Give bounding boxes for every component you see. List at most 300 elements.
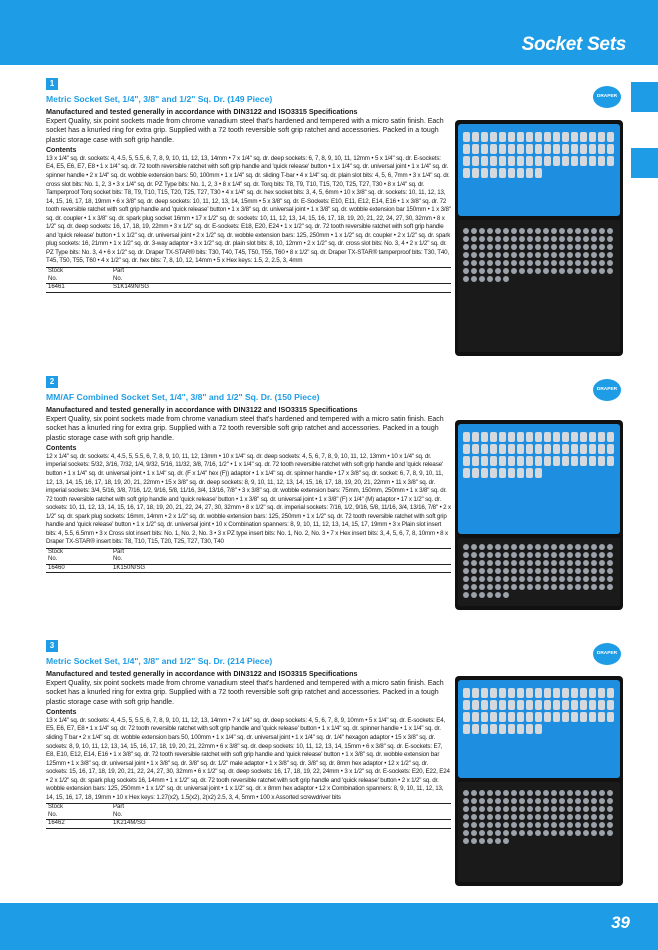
socket-icon	[503, 838, 509, 844]
socket-icon	[599, 576, 605, 582]
socket-icon	[527, 260, 533, 266]
socket-icon	[575, 568, 581, 574]
socket-icon	[583, 584, 589, 590]
contents-list: 12 x 1/4" sq. dr. sockets: 4, 4.5, 5, 5.5, 6, 7, 8, 9, 10, 11, 12, 13mm • 10 x 1/4" sq. dr. deep sockets: 4, 5, 6, 7, 8, 9, 10, 11, 12, 13mm • 10 x 1/4" sq. dr. imperial sockets: 5/32, 3/16, 7/32, 1/4, 9/32, 5/16, 11/32, 3/8, 7/16, 1/2" • 1 x 1/4" sq. dr. 72 tooth reversible ratchet with soft grip handle and 'quick release' button • 1 x 1/4" sq. dr. universal joint • 1 x 1/4" sq. dr. (F x 1/4" hex (F)) adaptor • 1 x 1/4" sq. dr. spinner handle • 17 x 3/8" sq. dr. socket: 6, 7, 8, 9, 10, 11, 12, 13, 14, 15, 16, 17, 18, 19, 20, 21, 22mm • 15 x 3/8" sq. dr. deep sockets: 8, 9, 10, 11, 12, 13, 14, 15, 16, 17, 18, 19, 20, 21, 22mm • 11 x 3/8" sq. dr. imperial sockets: 3/4, 5/16, 3/8, 7/16, 1/2, 9/16, 5/8, 11/16, 3/4, 13/16, 7/8" • 3 x 3/8" sq. dr. wobble extension bars: 75mm, 150mm, 250mm • 1 x 3/8" sq. dr. 72 tooth reversible ratchet with soft grip handle and 'quick release' button • 1 x 3/8" sq. dr. universal joint • 1 x 3/8" (F) x 1/4" (M) adaptor • 17 x 1/2" sq. dr. sockets: 10, 11, 12, 13, 14, 15, 16, 17, 18, 19, 20, 21, 22, 24, 27, 30, 32mm • 8 x 1/2" sq. dr. imperial sockets: 7/16, 1/2, 9/16, 5/8, 11/16, 3/4, 13/16, 7/8" • 2 x 1/2" sq. dr. spark plug sockets: 16mm, 14mm • 2 x 1/2" sq. dr. wobble extension bars: 125, 250mm • 1 x 1/2" sq. dr. 72 tooth reversible ratchet with soft grip handle and 'quick release' button • 1 x 1/2" sq. dr. universal joint • 10 x Combination spanners: 8, 9, 10, 11, 12, 13, 14, 15, 17, 19mm • 3 x Plain slot insert bits: 4, 5.5, 6.5mm • 3 x Cross slot insert bits: No. 1, No. 2, No. 3 • 3 x PZ type insert bits: No. 1, No. 2, No. 3 • 7 x Hex insert bits: 3, 4, 5, 6, 7, 8, 10mm • 8 x Draper TX-STAR® insert bits: T8, T10, T15, T20, T25, T27, T30, T40	[46, 452, 451, 546]
socket-icon	[591, 260, 597, 266]
socket-icon	[543, 228, 549, 234]
socket-icon	[503, 806, 509, 812]
socket-icon	[562, 688, 569, 698]
socket-icon	[495, 260, 501, 266]
product-section-1	[46, 78, 451, 293]
socket-icon	[575, 228, 581, 234]
socket-icon	[535, 560, 541, 566]
socket-icon	[580, 688, 587, 698]
socket-icon	[495, 798, 501, 804]
socket-icon	[553, 688, 560, 698]
socket-icon	[591, 228, 597, 234]
socket-icon	[503, 252, 509, 258]
socket-icon	[463, 814, 469, 820]
socket-icon	[607, 790, 613, 796]
socket-icon	[607, 144, 614, 154]
socket-icon	[463, 144, 470, 154]
socket-icon	[543, 260, 549, 266]
socket-icon	[472, 144, 479, 154]
socket-icon	[527, 244, 533, 250]
stock-table	[46, 803, 451, 829]
socket-icon	[571, 432, 578, 442]
socket-icon	[479, 260, 485, 266]
socket-icon	[511, 260, 517, 266]
socket-icon	[551, 584, 557, 590]
socket-icon	[463, 592, 469, 598]
socket-icon	[575, 790, 581, 796]
socket-icon	[591, 236, 597, 242]
socket-icon	[487, 592, 493, 598]
socket-icon	[535, 268, 541, 274]
socket-icon	[559, 236, 565, 242]
socket-icon	[535, 584, 541, 590]
socket-icon	[571, 456, 578, 466]
socket-icon	[526, 444, 533, 454]
socket-icon	[575, 814, 581, 820]
socket-icon	[589, 444, 596, 454]
socket-icon	[543, 790, 549, 796]
socket-icon	[607, 822, 613, 828]
socket-icon	[589, 712, 596, 722]
socket-icon	[567, 552, 573, 558]
socket-icon	[479, 814, 485, 820]
socket-icon	[463, 838, 469, 844]
socket-icon	[519, 822, 525, 828]
socket-icon	[591, 544, 597, 550]
socket-icon	[527, 790, 533, 796]
socket-icon	[567, 806, 573, 812]
product-image-case	[455, 420, 623, 610]
socket-icon	[562, 700, 569, 710]
socket-icon	[544, 156, 551, 166]
socket-icon	[479, 568, 485, 574]
socket-icon	[490, 468, 497, 478]
socket-icon	[463, 830, 469, 836]
socket-icon	[527, 552, 533, 558]
product-title: MM/AF Combined Socket Set, 1/4", 3/8" and 1/2" Sq. Dr. (150 Piece)	[46, 392, 320, 402]
socket-icon	[589, 132, 596, 142]
socket-icon	[559, 584, 565, 590]
socket-icon	[508, 432, 515, 442]
socket-icon	[575, 552, 581, 558]
socket-icon	[519, 568, 525, 574]
socket-icon	[463, 156, 470, 166]
socket-icon	[527, 806, 533, 812]
socket-icon	[535, 252, 541, 258]
socket-icon	[553, 432, 560, 442]
socket-icon	[553, 132, 560, 142]
socket-icon	[463, 552, 469, 558]
socket-row	[463, 688, 615, 734]
socket-icon	[580, 432, 587, 442]
socket-icon	[583, 798, 589, 804]
socket-icon	[463, 132, 470, 142]
socket-icon	[511, 830, 517, 836]
socket-icon	[575, 830, 581, 836]
socket-icon	[490, 168, 497, 178]
socket-icon	[503, 552, 509, 558]
socket-icon	[526, 688, 533, 698]
socket-icon	[471, 552, 477, 558]
socket-icon	[517, 168, 524, 178]
socket-icon	[519, 544, 525, 550]
socket-icon	[580, 700, 587, 710]
socket-icon	[479, 584, 485, 590]
socket-icon	[463, 798, 469, 804]
socket-icon	[511, 806, 517, 812]
socket-icon	[535, 468, 542, 478]
socket-icon	[575, 252, 581, 258]
socket-icon	[499, 156, 506, 166]
socket-icon	[535, 168, 542, 178]
socket-icon	[495, 276, 501, 282]
socket-icon	[589, 700, 596, 710]
socket-icon	[575, 236, 581, 242]
socket-icon	[479, 560, 485, 566]
socket-icon	[526, 156, 533, 166]
socket-icon	[487, 584, 493, 590]
socket-icon	[527, 268, 533, 274]
page-number: 39	[611, 913, 630, 932]
socket-icon	[543, 576, 549, 582]
socket-icon	[463, 432, 470, 442]
socket-icon	[463, 456, 470, 466]
socket-icon	[479, 592, 485, 598]
socket-icon	[503, 576, 509, 582]
socket-icon	[495, 814, 501, 820]
socket-icon	[551, 260, 557, 266]
socket-icon	[591, 814, 597, 820]
socket-icon	[495, 252, 501, 258]
socket-icon	[463, 276, 469, 282]
part-no: 1K214M/SG	[111, 820, 451, 829]
socket-icon	[479, 228, 485, 234]
socket-icon	[519, 228, 525, 234]
socket-icon	[463, 544, 469, 550]
socket-icon	[551, 568, 557, 574]
socket-icon	[503, 276, 509, 282]
socket-icon	[487, 544, 493, 550]
socket-icon	[598, 132, 605, 142]
socket-icon	[543, 822, 549, 828]
socket-icon	[562, 456, 569, 466]
socket-icon	[511, 560, 517, 566]
socket-icon	[517, 432, 524, 442]
socket-icon	[487, 276, 493, 282]
socket-icon	[499, 444, 506, 454]
socket-icon	[526, 144, 533, 154]
socket-icon	[598, 456, 605, 466]
socket-icon	[575, 798, 581, 804]
socket-icon	[527, 584, 533, 590]
socket-icon	[535, 830, 541, 836]
socket-icon	[562, 432, 569, 442]
socket-icon	[553, 444, 560, 454]
socket-icon	[487, 244, 493, 250]
socket-row	[463, 790, 615, 844]
side-tab	[631, 82, 658, 112]
socket-icon	[599, 544, 605, 550]
socket-icon	[527, 252, 533, 258]
socket-icon	[543, 814, 549, 820]
socket-icon	[471, 576, 477, 582]
socket-icon	[526, 432, 533, 442]
socket-icon	[591, 830, 597, 836]
socket-icon	[471, 790, 477, 796]
socket-icon	[463, 444, 470, 454]
socket-icon	[607, 568, 613, 574]
socket-icon	[551, 552, 557, 558]
socket-icon	[607, 712, 614, 722]
socket-icon	[544, 712, 551, 722]
socket-icon	[575, 576, 581, 582]
socket-icon	[598, 144, 605, 154]
socket-icon	[519, 798, 525, 804]
socket-icon	[567, 568, 573, 574]
socket-icon	[591, 822, 597, 828]
socket-icon	[519, 830, 525, 836]
socket-icon	[503, 568, 509, 574]
socket-icon	[535, 144, 542, 154]
socket-icon	[543, 552, 549, 558]
socket-icon	[517, 724, 524, 734]
socket-icon	[559, 790, 565, 796]
socket-icon	[479, 244, 485, 250]
socket-icon	[495, 830, 501, 836]
socket-icon	[519, 806, 525, 812]
socket-icon	[567, 236, 573, 242]
draper-logo: DRAPER	[593, 379, 621, 401]
socket-icon	[591, 244, 597, 250]
socket-icon	[527, 560, 533, 566]
socket-icon	[519, 260, 525, 266]
header-bar	[0, 0, 658, 65]
socket-icon	[543, 584, 549, 590]
socket-icon	[472, 132, 479, 142]
socket-icon	[499, 468, 506, 478]
socket-icon	[499, 700, 506, 710]
socket-icon	[575, 822, 581, 828]
socket-icon	[463, 244, 469, 250]
socket-icon	[583, 260, 589, 266]
stock-no: 16460	[46, 564, 111, 573]
socket-icon	[607, 544, 613, 550]
socket-icon	[562, 144, 569, 154]
draper-logo: DRAPER	[593, 643, 621, 665]
socket-icon	[562, 156, 569, 166]
socket-icon	[567, 268, 573, 274]
socket-icon	[591, 268, 597, 274]
socket-icon	[535, 456, 542, 466]
socket-icon	[559, 830, 565, 836]
socket-icon	[463, 584, 469, 590]
socket-icon	[535, 156, 542, 166]
socket-icon	[503, 790, 509, 796]
socket-icon	[463, 168, 470, 178]
socket-icon	[481, 456, 488, 466]
socket-icon	[472, 432, 479, 442]
socket-icon	[526, 168, 533, 178]
socket-icon	[519, 268, 525, 274]
socket-icon	[511, 268, 517, 274]
socket-icon	[598, 156, 605, 166]
product-title: Metric Socket Set, 1/4", 3/8" and 1/2" Sq. Dr. (149 Piece)	[46, 94, 273, 104]
socket-icon	[575, 268, 581, 274]
socket-icon	[559, 806, 565, 812]
socket-icon	[583, 244, 589, 250]
socket-icon	[544, 456, 551, 466]
product-description: Expert Quality, six point sockets made from chrome vanadium steel that's hardened and tempered with a micro satin finish. Each socket has a knurled ring for extra grip. Supplied with a 72 tooth reversible soft grip ratchet and accessories. Packed in a tough plastic storage case with soft grip handle.	[46, 416, 444, 442]
socket-icon	[607, 268, 613, 274]
socket-icon	[526, 724, 533, 734]
socket-icon	[463, 806, 469, 812]
socket-icon	[503, 822, 509, 828]
socket-icon	[607, 252, 613, 258]
socket-icon	[583, 576, 589, 582]
socket-icon	[535, 544, 541, 550]
socket-icon	[503, 244, 509, 250]
socket-icon	[479, 790, 485, 796]
socket-icon	[471, 592, 477, 598]
socket-icon	[575, 244, 581, 250]
socket-icon	[517, 688, 524, 698]
socket-icon	[535, 688, 542, 698]
socket-icon	[481, 468, 488, 478]
socket-icon	[571, 712, 578, 722]
socket-icon	[472, 688, 479, 698]
socket-icon	[551, 814, 557, 820]
socket-icon	[551, 252, 557, 258]
socket-icon	[471, 544, 477, 550]
socket-icon	[508, 168, 515, 178]
socket-icon	[591, 806, 597, 812]
socket-icon	[599, 830, 605, 836]
socket-icon	[517, 132, 524, 142]
socket-icon	[508, 468, 515, 478]
socket-icon	[583, 268, 589, 274]
socket-icon	[607, 156, 614, 166]
socket-icon	[598, 688, 605, 698]
product-number-badge: 2	[46, 376, 58, 388]
socket-icon	[481, 444, 488, 454]
socket-icon	[599, 236, 605, 242]
socket-icon	[607, 584, 613, 590]
socket-icon	[527, 236, 533, 242]
socket-icon	[599, 268, 605, 274]
socket-icon	[567, 260, 573, 266]
socket-icon	[567, 822, 573, 828]
stock-table	[46, 267, 451, 293]
socket-icon	[535, 236, 541, 242]
socket-icon	[508, 700, 515, 710]
socket-icon	[553, 144, 560, 154]
socket-icon	[543, 268, 549, 274]
socket-icon	[487, 568, 493, 574]
socket-icon	[527, 576, 533, 582]
socket-icon	[526, 132, 533, 142]
socket-icon	[495, 244, 501, 250]
socket-icon	[589, 688, 596, 698]
socket-icon	[526, 456, 533, 466]
socket-icon	[607, 432, 614, 442]
socket-icon	[544, 144, 551, 154]
socket-icon	[567, 830, 573, 836]
socket-icon	[472, 724, 479, 734]
socket-icon	[463, 576, 469, 582]
socket-icon	[553, 456, 560, 466]
socket-icon	[589, 144, 596, 154]
socket-icon	[575, 560, 581, 566]
socket-icon	[535, 132, 542, 142]
socket-icon	[503, 560, 509, 566]
socket-icon	[583, 830, 589, 836]
socket-icon	[463, 560, 469, 566]
socket-icon	[472, 700, 479, 710]
product-subtitle: Manufactured and tested generally in accordance with DIN3122 and ISO3315 Specifications	[46, 405, 358, 414]
socket-icon	[544, 432, 551, 442]
socket-icon	[551, 790, 557, 796]
socket-icon	[607, 236, 613, 242]
socket-icon	[526, 712, 533, 722]
socket-icon	[571, 688, 578, 698]
socket-icon	[580, 156, 587, 166]
socket-icon	[543, 252, 549, 258]
socket-icon	[607, 552, 613, 558]
socket-icon	[479, 552, 485, 558]
socket-icon	[580, 444, 587, 454]
contents-list: 13 x 1/4" sq. dr. sockets: 4, 4.5, 5, 5.5, 6, 7, 8, 9, 10, 11, 12, 13, 14mm • 7 x 1/4" sq. dr. deep sockets: 4, 5, 6, 7, 8, 9, 10mm • 5 x 1/4" sq. dr. E-sockets: E4, E5, E6, E7, E8 • 1 x 1/4" sq. dr. 72 tooth reversible ratchet with soft grip handle and 'quick release' button • 1 x 1/4" sq. dr. spinner handle • 1 x 1/4" sq. dr. sliding T bar • 2 x 1/4" sq. dr. wobble extension bars 50, 100mm • 1 x 1/4" sq. dr. universal joint • 1 x 1/4" sq. dr. 1/4" hexagon adaptor • 15 x 3/8" sq. dr. sockets: 8, 9, 10, 11, 12, 13, 14, 15, 16, 17, 18, 19, 20, 21, 22mm • 6 x 3/8" sq. dr. deep sockets: 10, 11, 12, 13, 14, 15mm • 6 x 3/8" sq. dr. E-sockets: E7, E8, E10, E12, E14, E16 • 1 x 3/8" sq. dr. 72 tooth reversible ratchet with soft grip handle and 'quick release' button • 1 x 3/8" sq. dr. wobble extension bar 125mm • 1 x 3/8" sq. dr. universal joint • 1 x 3/8" sq. dr. 3/8" sq. dr. 1/2" male adaptor • 1 x 3/8" sq. dr. 3/8" sq. dr. 8mm hex adaptor • 12 x 1/2" sq. dr. sockets: 15, 16, 17, 18, 19, 20, 21, 22, 24, 27, 30, 32mm • 6 x 1/2" sq. dr. deep sockets: 16, 17, 18, 19, 22, 24mm • 3 x 1/2" sq. dr. E-sockets: E20, E22, E24 • 2 x 1/2" sq. dr. spark plug sockets 16, 14mm • 1 x 1/2" sq. dr. 72 tooth reversible ratchet with soft grip handle and 'quick release' button • 2 x 1/2" sq. dr. wobble extension bars: 125, 250mm • 1 x 1/2" sq. dr. universal joint • 1 x 1/2" sq. dr. x 8mm hex adaptor • 12 x Combination spanners: 8, 9, 10, 11, 12, 13, 14, 15, 16, 17, 18, 19mm • 10 x Hex keys: 1.27(x2), 1.5(x2), 2(x2) 2.5, 3, 4, 5mm • 100 x Assorted screwdriver bits	[46, 716, 450, 801]
socket-icon	[508, 132, 515, 142]
contents-label: Contents	[46, 444, 77, 452]
socket-icon	[591, 576, 597, 582]
socket-icon	[487, 260, 493, 266]
socket-icon	[511, 790, 517, 796]
contents-label: Contents	[46, 146, 77, 154]
socket-icon	[559, 568, 565, 574]
socket-icon	[517, 468, 524, 478]
socket-icon	[463, 268, 469, 274]
socket-icon	[472, 468, 479, 478]
socket-icon	[583, 790, 589, 796]
socket-icon	[503, 830, 509, 836]
socket-icon	[511, 544, 517, 550]
product-description: Expert Quality, six point sockets made from chrome vanadium steel that's hardened and tempered with a micro satin finish. Each socket has a knurled ring for extra grip. Supplied with a 72 tooth reversible soft grip ratchet and accessories. Packed in a tough plastic storage case with soft grip handle.	[46, 118, 444, 144]
socket-icon	[562, 132, 569, 142]
socket-icon	[499, 144, 506, 154]
socket-icon	[543, 544, 549, 550]
socket-icon	[535, 228, 541, 234]
socket-icon	[535, 724, 542, 734]
socket-icon	[487, 576, 493, 582]
socket-icon	[607, 244, 613, 250]
socket-icon	[463, 236, 469, 242]
socket-icon	[479, 276, 485, 282]
socket-icon	[495, 790, 501, 796]
socket-icon	[463, 568, 469, 574]
socket-icon	[517, 700, 524, 710]
socket-icon	[535, 822, 541, 828]
socket-icon	[607, 456, 614, 466]
socket-icon	[503, 544, 509, 550]
socket-icon	[607, 560, 613, 566]
socket-icon	[481, 712, 488, 722]
socket-icon	[463, 724, 470, 734]
